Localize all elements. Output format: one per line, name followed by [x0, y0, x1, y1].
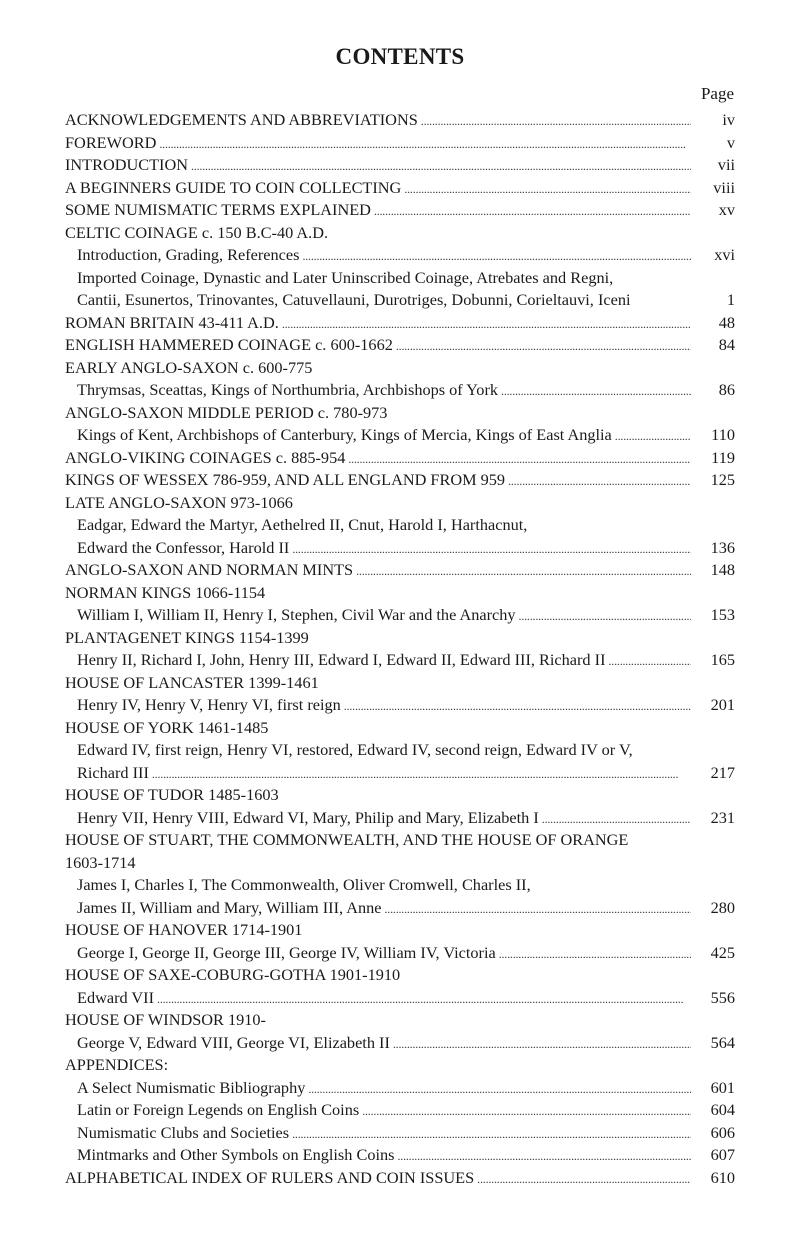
toc-page-number: 119	[711, 447, 735, 467]
toc-entry	[65, 627, 735, 650]
toc-subentry-text: Introduction, Grading, References	[77, 245, 300, 264]
toc-page-number: 86	[718, 380, 735, 399]
toc-heading-text: HOUSE OF TUDOR 1485-1603	[65, 785, 279, 804]
toc-heading-text: INTRODUCTION	[65, 155, 188, 174]
toc-entry	[65, 897, 735, 920]
toc-subentry-text: Edward IV, first reign, Henry VI, restored, Edward IV, second reign, Edward IV or V,	[77, 740, 633, 759]
page-column-label: Page	[700, 84, 734, 103]
toc-entry	[65, 829, 735, 852]
toc-subentry-text: George I, George II, George III, George IV, William IV, Victoria	[77, 942, 496, 962]
table-of-contents	[65, 109, 735, 1189]
toc-page-number: 48	[718, 312, 735, 332]
toc-heading-text: ANGLO-VIKING COINAGES c. 885-954	[65, 447, 346, 467]
toc-heading-text: CELTIC COINAGE c. 150 B.C-40 A.D.	[65, 222, 329, 242]
toc-heading-text: SOME NUMISMATIC TERMS EXPLAINED	[65, 200, 371, 219]
dot-leader	[609, 650, 692, 673]
toc-entry	[65, 1167, 735, 1190]
toc-entry	[65, 762, 735, 785]
toc-heading-text: APPENDICES:	[65, 1055, 169, 1074]
toc-heading-text: LATE ANGLO-SAXON 973-1066	[65, 492, 293, 512]
toc-page-number: 610	[710, 1167, 735, 1187]
toc-page-number: 604	[710, 1100, 735, 1119]
toc-page-number: 110	[711, 425, 735, 444]
dot-leader	[292, 538, 691, 561]
toc-heading-text: ALPHABETICAL INDEX OF RULERS AND COIN ISSUES	[65, 1167, 475, 1187]
toc-page-number: 201	[710, 695, 735, 714]
toc-heading-text: ACKNOWLEDGEMENTS AND ABBREVIATIONS	[65, 110, 418, 129]
toc-page-number: 165	[710, 650, 735, 669]
dot-leader	[348, 448, 691, 471]
dot-leader	[344, 695, 691, 718]
toc-entry	[65, 987, 735, 1010]
toc-heading-text: ANGLO-SAXON MIDDLE PERIOD c. 780-973	[65, 402, 388, 422]
toc-entry	[65, 942, 735, 965]
toc-subentry-text: Edward VII	[77, 987, 155, 1007]
toc-entry	[65, 177, 735, 200]
toc-entry	[65, 447, 735, 470]
dot-leader	[615, 425, 691, 448]
dot-leader	[302, 245, 691, 268]
toc-entry	[65, 739, 735, 762]
toc-heading-text: HOUSE OF HANOVER 1714-1901	[65, 920, 303, 939]
dot-leader	[159, 133, 691, 156]
toc-heading-text: ANGLO-SAXON AND NORMAN MINTS	[65, 560, 354, 579]
toc-subentry-text: A Select Numismatic Bibliography	[77, 1077, 306, 1097]
dot-leader	[374, 200, 691, 223]
toc-entry	[65, 919, 735, 942]
toc-entry	[65, 1144, 735, 1167]
toc-heading-text: HOUSE OF STUART, THE COMMONWEALTH, AND THE HOUSE OF ORANGE	[65, 830, 629, 849]
toc-page-number: 153	[710, 605, 735, 624]
toc-entry	[65, 357, 735, 380]
toc-subentry-text: James II, William and Mary, William III, Anne	[77, 897, 382, 917]
toc-page-number: 607	[710, 1145, 735, 1164]
toc-entry	[65, 267, 735, 290]
toc-entry	[65, 222, 735, 245]
toc-subentry-text: James I, Charles I, The Commonwealth, Oliver Cromwell, Charles II,	[77, 875, 531, 894]
dot-leader	[519, 605, 691, 628]
toc-entry	[65, 559, 735, 582]
toc-heading-text: HOUSE OF WINDSOR 1910-	[65, 1010, 266, 1029]
dot-leader	[393, 1033, 691, 1056]
toc-subentry-text: William I, William II, Henry I, Stephen, Civil War and the Anarchy	[77, 605, 516, 624]
toc-entry	[65, 469, 735, 492]
toc-heading-text: A BEGINNERS GUIDE TO COIN COLLECTING	[65, 177, 402, 197]
toc-entry	[65, 312, 735, 335]
toc-entry	[65, 1054, 735, 1077]
toc-entry	[65, 492, 735, 515]
toc-entry	[65, 852, 735, 875]
toc-page-number: vii	[717, 155, 735, 174]
toc-page-number: 136	[710, 537, 735, 557]
dot-leader	[282, 313, 691, 336]
toc-entry	[65, 694, 735, 717]
toc-subentry-text: George V, Edward VIII, George VI, Elizabeth II	[77, 1032, 390, 1052]
toc-subentry-text: Henry II, Richard I, John, Henry III, Edward I, Edward II, Edward III, Richard II	[77, 650, 606, 669]
toc-page-number: 564	[710, 1032, 735, 1052]
toc-heading-text: HOUSE OF SAXE-COBURG-GOTHA 1901-1910	[65, 965, 401, 984]
toc-entry	[65, 717, 735, 740]
toc-subentry-text: Edward the Confessor, Harold II	[77, 537, 290, 557]
toc-subentry-text: Richard III	[77, 762, 149, 782]
toc-page-number: 606	[710, 1122, 735, 1142]
toc-subentry-text: Henry VII, Henry VIII, Edward VI, Mary, Philip and Mary, Elizabeth I	[77, 807, 539, 827]
toc-entry	[65, 402, 735, 425]
toc-heading-text: FOREWORD	[65, 132, 157, 152]
toc-heading-text: ENGLISH HAMMERED COINAGE c. 600-1662	[65, 335, 393, 354]
toc-subentry-text: Henry IV, Henry V, Henry VI, first reign	[77, 695, 341, 714]
dot-leader	[501, 380, 691, 403]
toc-entry	[65, 604, 735, 627]
toc-heading-text: HOUSE OF LANCASTER 1399-1461	[65, 672, 319, 692]
toc-page-number: 84	[718, 335, 735, 354]
toc-subentry-text: Imported Coinage, Dynastic and Later Uninscribed Coinage, Atrebates and Regni,	[77, 267, 614, 287]
dot-leader	[542, 808, 691, 831]
toc-entry	[65, 1099, 735, 1122]
toc-entry	[65, 582, 735, 605]
toc-page-number: iv	[722, 110, 735, 129]
toc-entry	[65, 1032, 735, 1055]
toc-entry	[65, 807, 735, 830]
toc-subentry-text: Latin or Foreign Legends on English Coins	[77, 1100, 360, 1119]
toc-entry	[65, 784, 735, 807]
toc-entry	[65, 649, 735, 672]
dot-leader	[292, 1123, 691, 1146]
toc-heading-text: HOUSE OF YORK 1461-1485	[65, 717, 269, 737]
toc-heading-text: EARLY ANGLO-SAXON c. 600-775	[65, 357, 313, 377]
dot-leader	[477, 1168, 691, 1191]
toc-page-number: 601	[710, 1077, 735, 1097]
dot-leader	[421, 110, 691, 133]
dot-leader	[396, 335, 691, 358]
toc-page-number: 425	[710, 942, 735, 962]
dot-leader	[362, 1100, 691, 1123]
dot-leader	[499, 943, 691, 966]
toc-entry	[65, 514, 735, 537]
toc-subentry-text: Cantii, Esunertos, Trinovantes, Catuvellauni, Durotriges, Dobunni, Corieltauvi, Iceni	[77, 290, 631, 309]
dot-leader	[404, 178, 691, 201]
toc-entry	[65, 289, 735, 312]
toc-entry	[65, 424, 735, 447]
toc-subentry-text: Kings of Kent, Archbishops of Canterbury, Kings of Mercia, Kings of East Anglia	[77, 425, 612, 444]
dot-leader	[356, 560, 691, 583]
toc-subentry-text: Thrymsas, Sceattas, Kings of Northumbria, Archbishops of York	[77, 380, 499, 399]
toc-heading-text: ROMAN BRITAIN 43-411 A.D.	[65, 312, 279, 332]
toc-entry	[65, 672, 735, 695]
toc-subentry-text: Numismatic Clubs and Societies	[77, 1122, 290, 1142]
dot-leader	[508, 470, 691, 493]
toc-heading-text: 1603-1714	[65, 852, 136, 872]
toc-page-number: 280	[710, 897, 735, 917]
toc-entry	[65, 874, 735, 897]
toc-entry	[65, 1077, 735, 1100]
toc-entry	[65, 199, 735, 222]
toc-page-number: xvi	[714, 245, 735, 264]
toc-subentry-text: Mintmarks and Other Symbols on English Coins	[77, 1145, 395, 1164]
toc-entry	[65, 1009, 735, 1032]
dot-leader	[157, 988, 691, 1011]
toc-page-number: 148	[710, 560, 735, 579]
toc-page-number: 1	[726, 290, 735, 309]
toc-page-number: 125	[710, 470, 735, 489]
toc-entry	[65, 964, 735, 987]
toc-entry	[65, 537, 735, 560]
page-title: CONTENTS	[335, 44, 465, 69]
toc-heading-text: KINGS OF WESSEX 786-959, AND ALL ENGLAND FROM 959	[65, 470, 506, 489]
toc-heading-text: PLANTAGENET KINGS 1154-1399	[65, 627, 309, 647]
toc-entry	[65, 379, 735, 402]
dot-leader	[385, 898, 692, 921]
dot-leader	[152, 763, 691, 786]
dot-leader	[308, 1078, 691, 1101]
toc-page-number: 556	[710, 987, 735, 1007]
dot-leader	[397, 1145, 691, 1168]
toc-entry	[65, 334, 735, 357]
toc-entry	[65, 1122, 735, 1145]
toc-page-number: v	[726, 132, 735, 152]
dot-leader	[191, 155, 691, 178]
toc-page-number: viii	[713, 177, 735, 197]
toc-entry	[65, 109, 735, 132]
toc-subentry-text: Eadgar, Edward the Martyr, Aethelred II, Cnut, Harold I, Harthacnut,	[77, 515, 528, 534]
toc-entry	[65, 154, 735, 177]
toc-page-number: xv	[718, 200, 735, 219]
toc-entry	[65, 132, 735, 155]
toc-page-number: 217	[710, 762, 735, 782]
toc-heading-text: NORMAN KINGS 1066-1154	[65, 582, 266, 602]
toc-entry	[65, 244, 735, 267]
toc-page-number: 231	[710, 807, 735, 827]
